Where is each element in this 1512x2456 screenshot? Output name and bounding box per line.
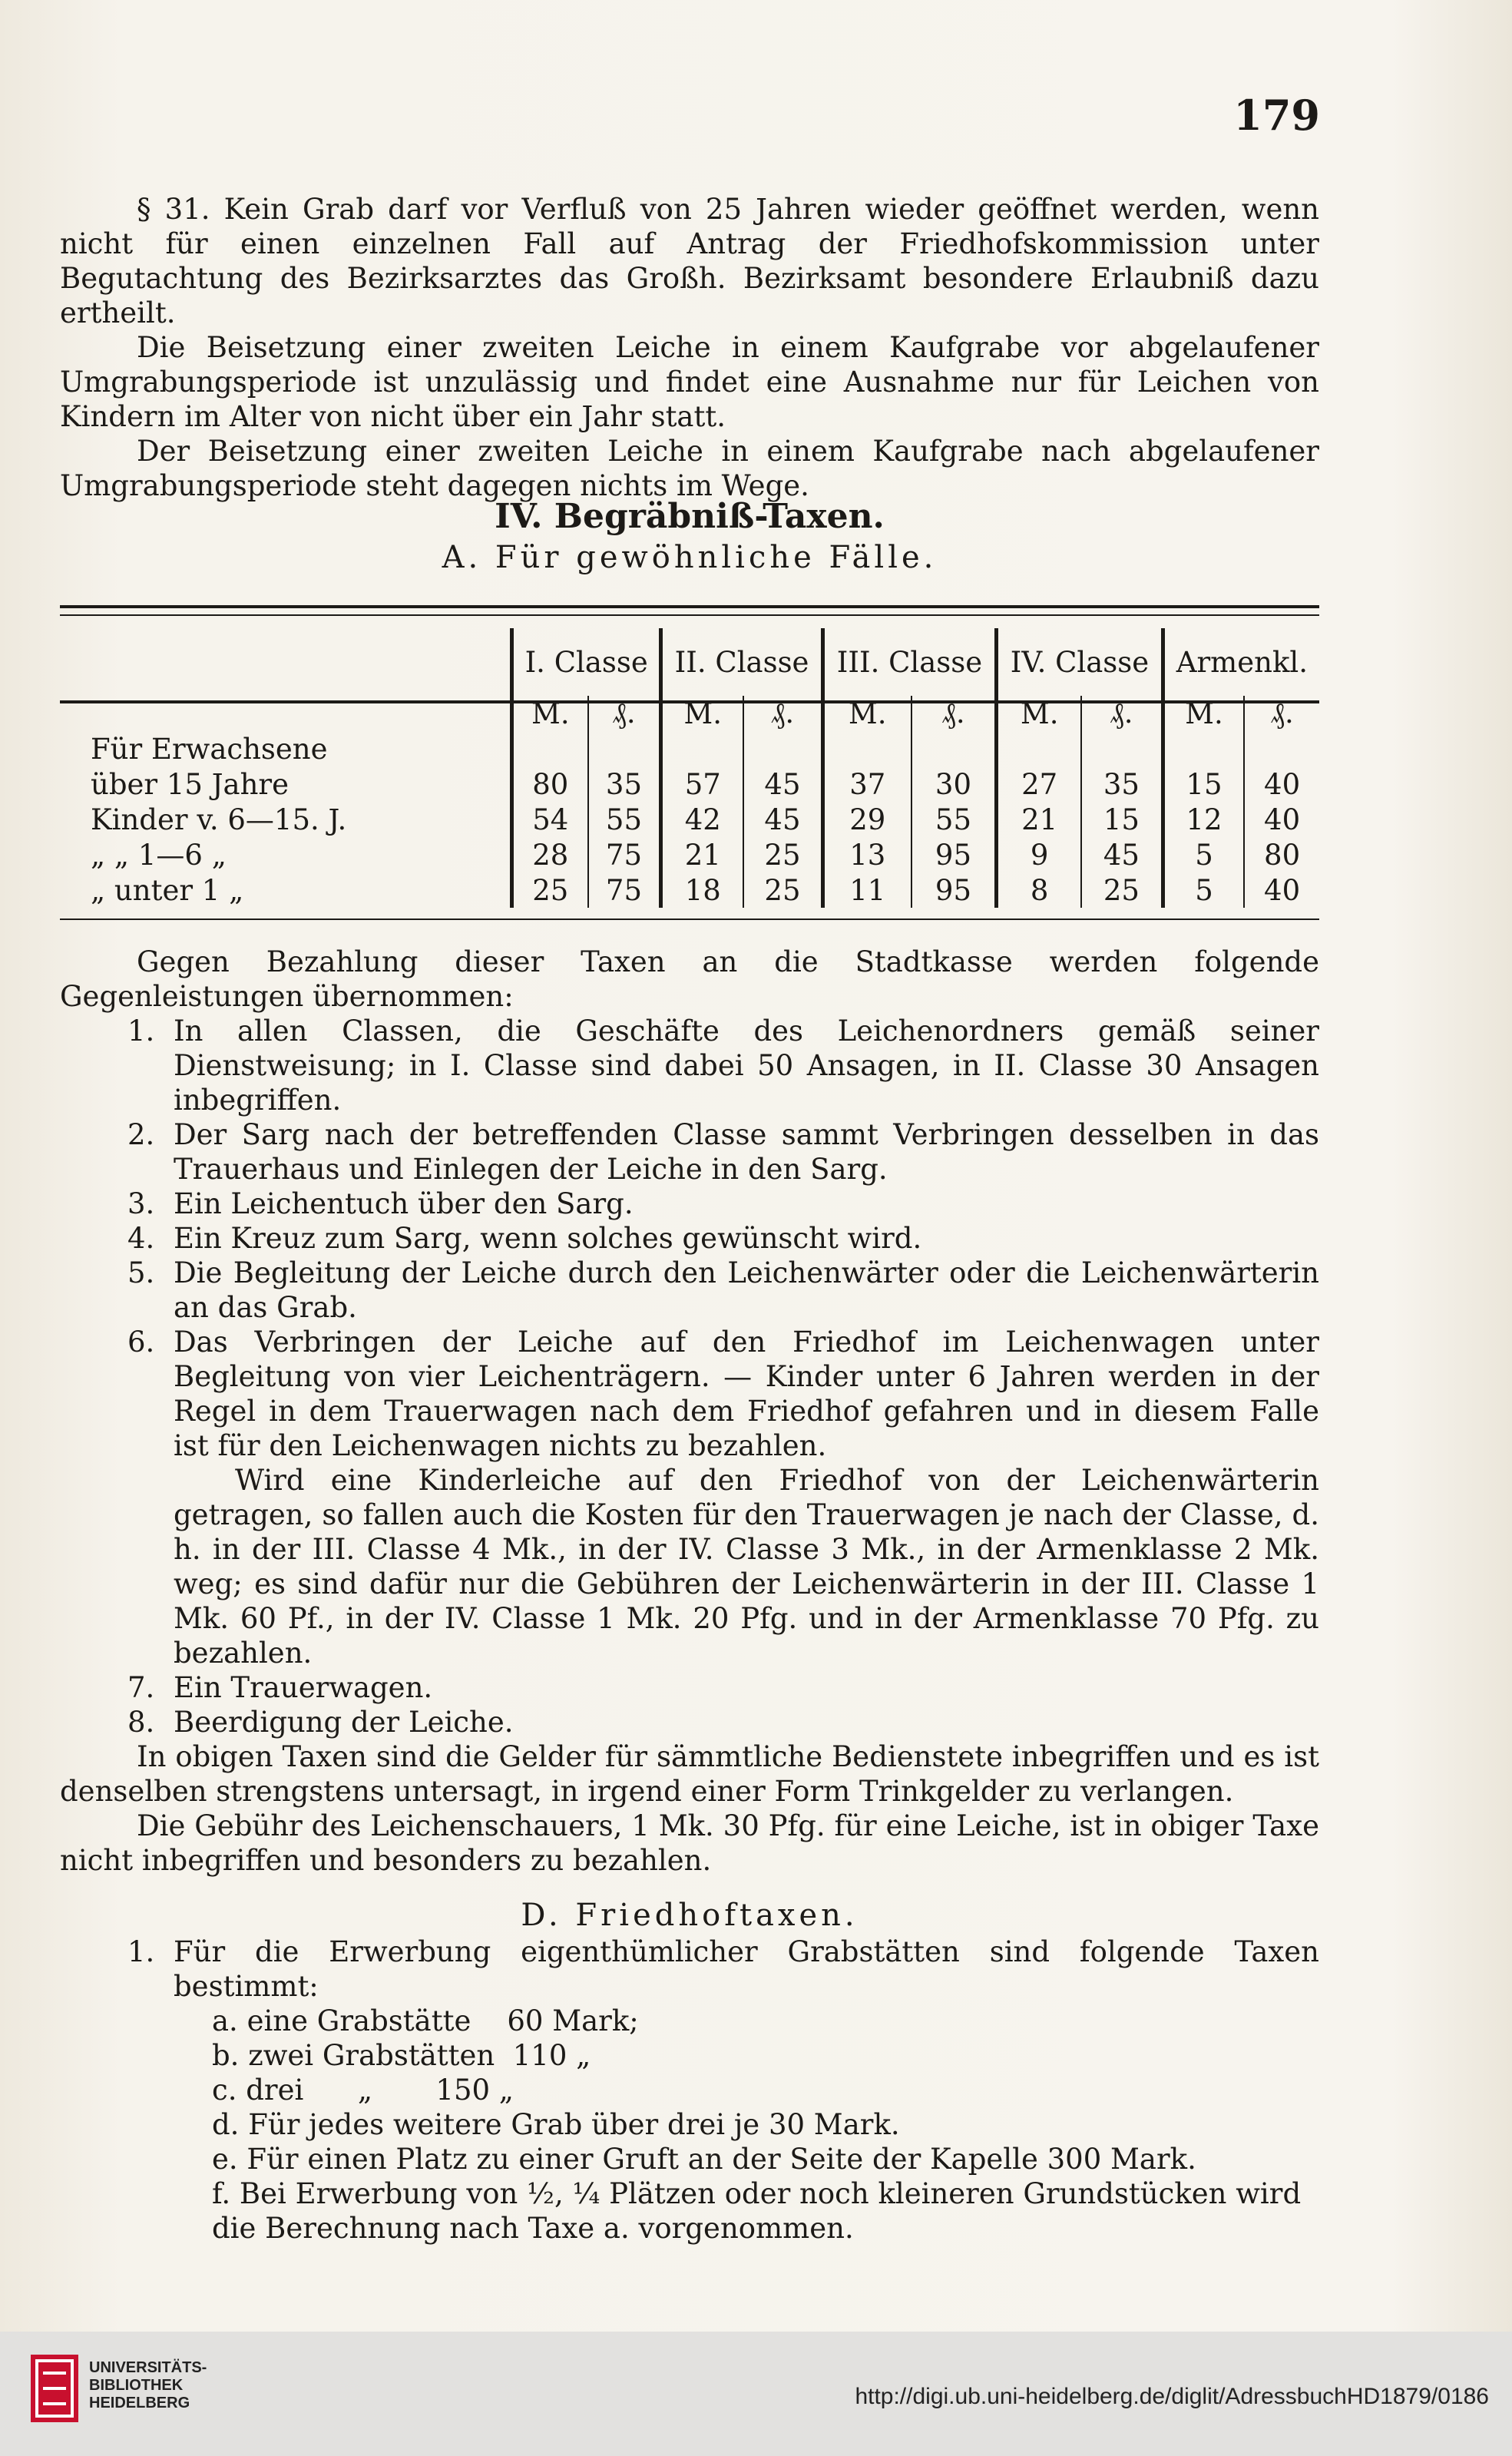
subsection-title: A. Für gewöhnliche Fälle. xyxy=(442,540,938,575)
table-row xyxy=(60,731,1319,766)
table-cell: 35 xyxy=(1081,766,1163,802)
table-cell: 28 xyxy=(512,837,588,872)
table-bottom-rule xyxy=(60,919,1319,920)
list-item: 6. Das Verbringen der Leiche auf den Friedhof im Leichenwagen unter Begleitung von vier Leichenträgern. — Kinder unter 6 Jahren werden in der Regel in dem Trauerwagen nach dem Friedhof gefahren und in diesem Falle ist für den Leichenwagen nichts zu bezahlen. xyxy=(127,1326,1319,1462)
library-logo-icon xyxy=(31,2355,78,2422)
table-cell xyxy=(1081,731,1163,766)
table-cell: 42 xyxy=(661,802,743,837)
paragraph: In obigen Taxen sind die Gelder für sämmtliche Bedienstete inbegriffen und es ist denselben strengstens untersagt, in irgend einer Form Trinkgelder zu verlangen. xyxy=(60,1740,1319,1808)
paragraph: Gegen Bezahlung dieser Taxen an die Stadtkasse werden folgende Gegenleistungen übernommen: xyxy=(60,945,1319,1013)
table-cell: 75 xyxy=(588,837,661,872)
table-cell xyxy=(661,731,743,766)
row-label: Kinder v. 6—15. J. xyxy=(91,803,347,836)
table-row xyxy=(60,802,1319,837)
table-cell: 95 xyxy=(912,837,997,872)
list-item: 1. In allen Classen, die Geschäfte des Leichenordners gemäß seiner Dienstweisung; in I. Classe sind dabei 50 Ansagen, in II. Classe 30 Ansagen inbegriffen. xyxy=(127,1015,1319,1117)
table-cell: 45 xyxy=(743,802,822,837)
services-list xyxy=(60,1014,1319,1463)
table-cell: 8 xyxy=(997,872,1081,908)
unit-label: M. xyxy=(1163,696,1244,731)
table-cell: 80 xyxy=(1244,837,1319,872)
unit-label: M. xyxy=(512,696,588,731)
table-cell: 5 xyxy=(1163,872,1244,908)
sub-item: e. Für einen Platz zu einer Gruft an der Seite der Kapelle 300 Mark. xyxy=(212,2143,1196,2176)
list-item: 4. Ein Kreuz zum Sarg, wenn solches gewünscht wird. xyxy=(127,1222,922,1255)
sub-item: d. Für jedes weitere Grab über drei je 30 Mark. xyxy=(212,2108,900,2141)
table-cell xyxy=(588,731,661,766)
table-cell: 75 xyxy=(588,872,661,908)
table-row xyxy=(60,837,1319,872)
list-item: 3. Ein Leichentuch über den Sarg. xyxy=(127,1187,634,1220)
unit-label: M. xyxy=(822,696,911,731)
services-list-continued xyxy=(60,1670,1319,1739)
table-top-rule xyxy=(60,605,1319,608)
column-header: II. Classe xyxy=(661,628,822,696)
table-cell: 25 xyxy=(1081,872,1163,908)
table-cell: 27 xyxy=(997,766,1081,802)
table-cell: 55 xyxy=(912,802,997,837)
table-cell: 30 xyxy=(912,766,997,802)
table-cell: 57 xyxy=(661,766,743,802)
table-cell: 18 xyxy=(661,872,743,908)
table-cell: 11 xyxy=(822,872,911,908)
list-item: 8. Beerdigung der Leiche. xyxy=(127,1706,514,1739)
source-url-link[interactable]: http://digi.ub.uni-heidelberg.de/diglit/AdressbuchHD1879/0186 xyxy=(855,2384,1489,2409)
unit-label: ₰. xyxy=(743,696,822,731)
unit-label: M. xyxy=(997,696,1081,731)
table-cell: 5 xyxy=(1163,837,1244,872)
table-cell: 12 xyxy=(1163,802,1244,837)
table-cell xyxy=(1244,731,1319,766)
unit-row xyxy=(60,696,1319,731)
table-cell: 25 xyxy=(743,837,822,872)
table-row xyxy=(60,872,1319,908)
table-cell: 40 xyxy=(1244,872,1319,908)
table-top-rule xyxy=(60,614,1319,616)
table-cell: 40 xyxy=(1244,766,1319,802)
unit-label: ₰. xyxy=(912,696,997,731)
table-header-row xyxy=(60,628,1319,696)
table-cell: 13 xyxy=(822,837,911,872)
table-cell: 15 xyxy=(1163,766,1244,802)
row-label: „ „ 1—6 „ xyxy=(91,838,227,872)
footer-bar xyxy=(0,2332,1512,2456)
table-cell: 45 xyxy=(743,766,822,802)
paragraph: Der Beisetzung einer zweiten Leiche in einem Kaufgrabe nach abgelaufener Umgrabungsperiode steht dagegen nichts im Wege. xyxy=(60,435,1319,502)
sub-item: b. zwei Grabstätten 110 „ xyxy=(212,2039,591,2072)
list-item: 5. Die Begleitung der Leiche durch den Leichenwärter oder die Leichenwärterin an das Grab. xyxy=(127,1256,1319,1324)
table-cell: 54 xyxy=(512,802,588,837)
list-item: 2. Der Sarg nach der betreffenden Classe sammt Verbringen desselben in das Trauerhaus und Einlegen der Leiche in den Sarg. xyxy=(127,1118,1319,1186)
subsection-title: D. Friedhoftaxen. xyxy=(521,1898,859,1933)
column-header: I. Classe xyxy=(512,628,661,696)
column-header: III. Classe xyxy=(822,628,996,696)
table-cell xyxy=(912,731,997,766)
row-label: „ unter 1 „ xyxy=(91,873,244,907)
table-cell: 25 xyxy=(512,872,588,908)
table-cell: 29 xyxy=(822,802,911,837)
table-cell: 25 xyxy=(743,872,822,908)
section-31 xyxy=(60,192,1319,503)
paragraph: § 31. Kein Grab darf vor Verfluß von 25 Jahren wieder geöffnet werden, wenn nicht für einen einzelnen Fall auf Antrag der Friedhofskommission unter Begutachtung des Bezirksarztes das Großh. Bezirksamt besondere Erlaubniß dazu ertheilt. xyxy=(60,193,1319,329)
sub-item: c. drei „ 150 „ xyxy=(212,2074,514,2107)
unit-label: ₰. xyxy=(588,696,661,731)
table-cell xyxy=(512,731,588,766)
child-note: Wird eine Kinderleiche auf den Friedhof von der Leichenwärterin getragen, so fallen auch die Kosten für den Trauerwagen je nach der Classe, d. h. in der III. Classe 4 Mk., in der IV. Classe 3 Mk., in der Armenklasse 2 Mk. weg; es sind dafür nur die Gebühren der Leichenwärterin in der III. Classe 1 Mk. 60 Pf., in der IV. Classe 1 Mk. 20 Pfg. und in der Armenklasse 70 Pfg. zu bezahlen. xyxy=(174,1464,1319,1670)
table-cell: 45 xyxy=(1081,837,1163,872)
list-item: 1. Für die Erwerbung eigenthümlicher Grabstätten sind folgende Taxen bestimmt: xyxy=(127,1935,1319,2003)
services-block xyxy=(60,945,1319,2246)
unit-label: ₰. xyxy=(1244,696,1319,731)
friedhof-sublist xyxy=(60,2004,1319,2246)
table-cell: 37 xyxy=(822,766,911,802)
table-cell xyxy=(822,731,911,766)
library-name: UNIVERSITÄTS- BIBLIOTHEK HEIDELBERG xyxy=(89,2359,207,2411)
table-cell: 40 xyxy=(1244,802,1319,837)
table-cell: 55 xyxy=(588,802,661,837)
table-cell: 21 xyxy=(661,837,743,872)
table-cell: 95 xyxy=(912,872,997,908)
table-cell xyxy=(1163,731,1244,766)
table-cell: 80 xyxy=(512,766,588,802)
section-heading-block xyxy=(60,495,1319,577)
unit-label: ₰. xyxy=(1081,696,1163,731)
table-cell: 9 xyxy=(997,837,1081,872)
column-header: IV. Classe xyxy=(997,628,1163,696)
row-label: Für Erwachsene xyxy=(91,732,328,766)
row-label: über 15 Jahre xyxy=(91,767,289,801)
page-number: 179 xyxy=(1233,91,1320,140)
table-row xyxy=(60,766,1319,802)
table-cell: 15 xyxy=(1081,802,1163,837)
sub-item: a. eine Grabstätte 60 Mark; xyxy=(212,2004,639,2037)
section-title: IV. Begräbniß-Taxen. xyxy=(495,497,885,536)
paragraph: Die Beisetzung einer zweiten Leiche in einem Kaufgrabe vor abgelaufener Umgrabungsperiode ist unzulässig und findet eine Ausnahme nur für Leichen von Kindern im Alter von nicht über ein Jahr statt. xyxy=(60,331,1319,433)
friedhof-list xyxy=(60,1935,1319,2004)
table-cell: 21 xyxy=(997,802,1081,837)
table-cell xyxy=(743,731,822,766)
fee-table xyxy=(60,628,1319,908)
column-header: Armenkl. xyxy=(1163,628,1319,696)
sub-item: f. Bei Erwerbung von ½, ¼ Plätzen oder noch kleineren Grundstücken wird die Berechnung nach Taxe a. vorgenommen. xyxy=(212,2177,1302,2245)
unit-label: M. xyxy=(661,696,743,731)
list-item: 7. Ein Trauerwagen. xyxy=(127,1671,433,1704)
paragraph: Die Gebühr des Leichenschauers, 1 Mk. 30 Pfg. für eine Leiche, ist in obiger Taxe nicht inbegriffen und besonders zu bezahlen. xyxy=(60,1809,1319,1877)
table-cell xyxy=(997,731,1081,766)
table-cell: 35 xyxy=(588,766,661,802)
